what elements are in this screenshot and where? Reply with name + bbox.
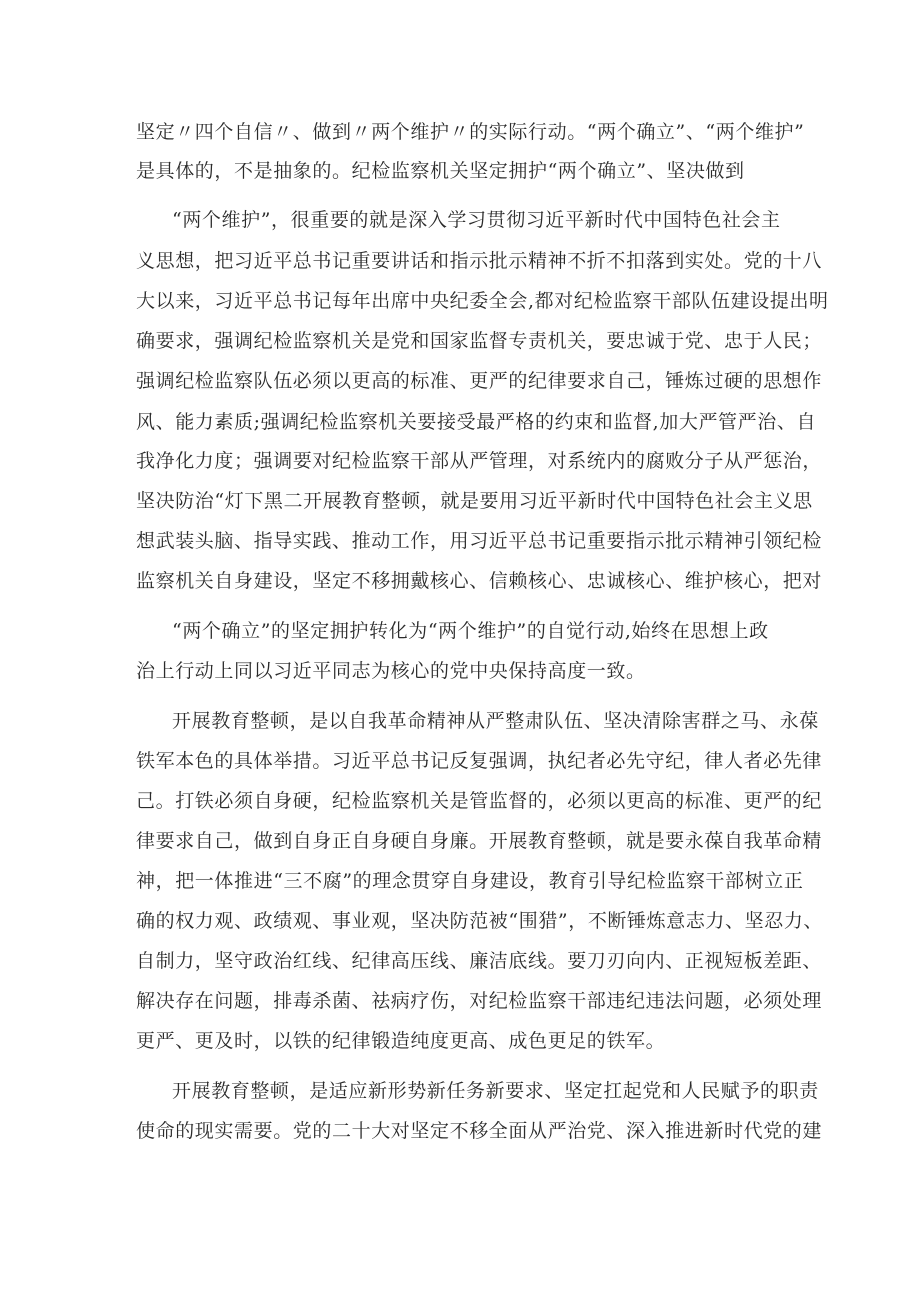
text-line: 治上行动上同以习近平同志为核心的党中央保持高度一致。 xyxy=(136,660,646,682)
text-line: 是具体的，不是抽象的。纪检监察机关坚定拥护“两个确立”、坚决做到 xyxy=(136,160,745,182)
text-line: 解决存在问题，排毒杀菌、祛病疗伤，对纪检监察干部违纪违法问题，必须处理 xyxy=(136,990,823,1012)
text-line: “两个确立”的坚定拥护转化为“两个维护”的自觉行动,始终在思想上政 xyxy=(172,620,769,642)
text-line: 神，把一体推进“三不腐”的理念贯穿自身建设，教育引导纪检监察干部树立正 xyxy=(136,870,804,892)
text-line: 开展教育整顿，是以自我革命精神从严整肃队伍、坚决清除害群之马、永葆 xyxy=(172,710,819,732)
text-line: 更严、更及时，以铁的纪律锻造纯度更高、成色更足的铁军。 xyxy=(136,1030,666,1052)
text-line: 律要求自己，做到自身正自身硬自身廉。开展教育整顿，就是要永葆自我革命精 xyxy=(136,830,823,852)
text-line: 想武装头脑、指导实践、推动工作，用习近平总书记重要指示批示精神引领纪检 xyxy=(136,530,823,552)
text-line: 确的权力观、政绩观、事业观，坚决防范被“围猎”，不断锤炼意志力、坚忍力、 xyxy=(136,910,824,932)
text-line: 风、能力素质;强调纪检监察机关要接受最严格的约束和监督,加大严管严治、自 xyxy=(136,411,817,433)
text-line: 坚决防治“灯下黑二开展教育整顿，就是要用习近平新时代中国特色社会主义思 xyxy=(136,490,813,512)
text-line: 我净化力度；强调要对纪检监察干部从严管理，对系统内的腐败分子从严惩治， xyxy=(136,450,823,472)
text-line: 大以来，习近平总书记每年出席中央纪委全会,都对纪检监察干部队伍建设提出明 xyxy=(136,290,829,312)
text-line: 强调纪检监察队伍必须以更高的标准、更严的纪律要求自己，锤炼过硬的思想作 xyxy=(136,370,823,392)
text-line: 铁军本色的具体举措。习近平总书记反复强调，执纪者必先守纪，律人者必先律 xyxy=(136,750,823,772)
text-line: 确要求，强调纪检监察机关是党和国家监督专责机关，要忠诚于党、忠于人民； xyxy=(136,330,823,352)
text-line: 使命的现实需要。党的二十大对坚定不移全面从严治党、深入推进新时代党的建 xyxy=(136,1120,823,1142)
text-line: 自制力，坚守政治红线、纪律高压线、廉洁底线。要刀刃向内、正视短板差距、 xyxy=(136,950,823,972)
text-line: 监察机关自身建设，坚定不移拥戴核心、信赖核心、忠诚核心、维护核心，把对 xyxy=(136,570,823,592)
text-line: 坚定〃四个自信〃、做到〃两个维护〃的实际行动。“两个确立”、“两个维护” xyxy=(136,121,805,143)
text-line: “两个维护”，很重要的就是深入学习贯彻习近平新时代中国特色社会主 xyxy=(172,209,781,231)
text-line: 己。打铁必须自身硬，纪检监察机关是管监督的，必须以更高的标准、更严的纪 xyxy=(136,790,823,812)
text-line: 义思想，把习近平总书记重要讲话和指示批示精神不折不扣落到实处。党的十八 xyxy=(136,250,823,272)
text-line: 开展教育整顿，是适应新形势新任务新要求、坚定扛起党和人民赋予的职责 xyxy=(172,1080,819,1102)
